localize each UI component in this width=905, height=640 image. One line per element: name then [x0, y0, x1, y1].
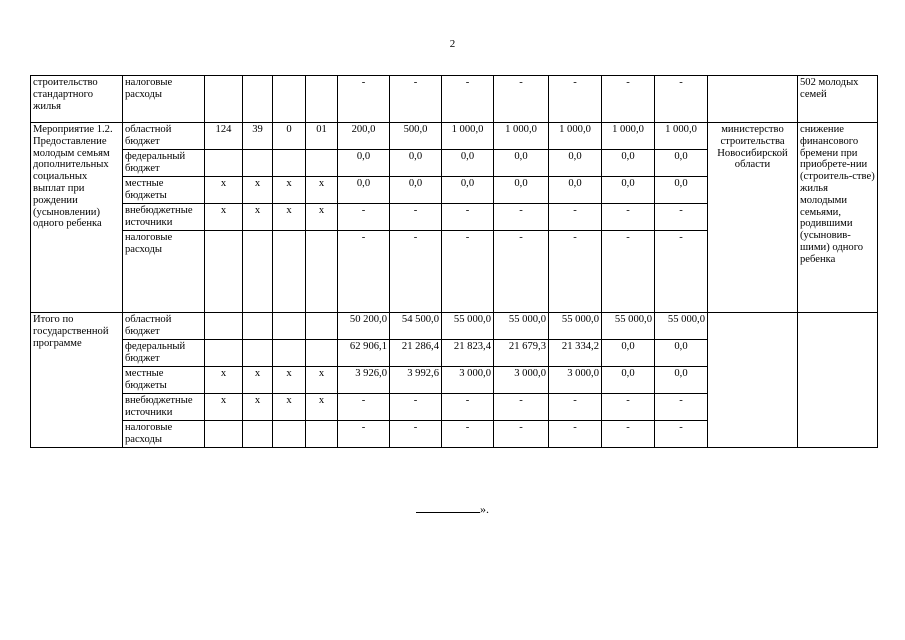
ministry-cell	[708, 313, 798, 448]
value-cell: 55 000,0	[442, 313, 494, 340]
closing-line	[0, 502, 905, 517]
value-cell: -	[602, 231, 655, 313]
code-cell: х	[273, 394, 306, 421]
total-name-cell: Итого по государственной программе	[31, 313, 123, 448]
value-cell: -	[338, 76, 390, 123]
code-cell: х	[205, 204, 243, 231]
value-cell: -	[390, 231, 442, 313]
value-cell: 55 000,0	[494, 313, 549, 340]
code-cell: х	[273, 177, 306, 204]
funding-source-cell: областной бюджет	[123, 123, 205, 150]
code-cell	[273, 231, 306, 313]
ministry-cell	[708, 76, 798, 123]
value-cell: -	[338, 231, 390, 313]
value-cell: -	[549, 76, 602, 123]
ministry-cell: министерство строительства Новосибирской области	[708, 123, 798, 313]
table-body	[31, 76, 878, 448]
code-cell: 39	[243, 123, 273, 150]
value-cell: -	[655, 394, 708, 421]
value-cell: -	[602, 421, 655, 448]
value-cell: 1 000,0	[494, 123, 549, 150]
measure-name-cell: строительство стандартного жилья	[31, 76, 123, 123]
value-cell: -	[549, 421, 602, 448]
funding-source-cell: налоговые расходы	[123, 421, 205, 448]
value-cell: 0,0	[442, 177, 494, 204]
value-cell: 3 926,0	[338, 367, 390, 394]
value-cell: -	[390, 394, 442, 421]
value-cell: 0,0	[602, 177, 655, 204]
value-cell: 0,0	[338, 177, 390, 204]
code-cell: 0	[273, 123, 306, 150]
value-cell: 21 823,4	[442, 340, 494, 367]
value-cell: -	[655, 204, 708, 231]
code-cell	[306, 340, 338, 367]
code-cell: 124	[205, 123, 243, 150]
value-cell: -	[390, 204, 442, 231]
value-cell: 0,0	[494, 150, 549, 177]
code-cell	[205, 150, 243, 177]
code-cell	[273, 313, 306, 340]
code-cell: х	[306, 204, 338, 231]
value-cell: 3 000,0	[442, 367, 494, 394]
value-cell: 0,0	[549, 177, 602, 204]
value-cell: 0,0	[338, 150, 390, 177]
value-cell: -	[549, 204, 602, 231]
value-cell: 55 000,0	[549, 313, 602, 340]
value-cell: 55 000,0	[602, 313, 655, 340]
page-number: 2	[449, 38, 456, 50]
value-cell: 0,0	[602, 340, 655, 367]
code-cell	[205, 340, 243, 367]
code-cell	[205, 421, 243, 448]
table-row	[31, 313, 878, 340]
code-cell: х	[205, 394, 243, 421]
code-cell	[306, 76, 338, 123]
code-cell: х	[273, 204, 306, 231]
value-cell: 3 992,6	[390, 367, 442, 394]
value-cell: -	[442, 76, 494, 123]
value-cell: 0,0	[655, 367, 708, 394]
code-cell: х	[243, 177, 273, 204]
code-cell: х	[243, 367, 273, 394]
result-cell	[798, 313, 878, 448]
funding-source-cell: федеральный бюджет	[123, 150, 205, 177]
value-cell: -	[494, 76, 549, 123]
value-cell: 62 906,1	[338, 340, 390, 367]
value-cell: 54 500,0	[390, 313, 442, 340]
value-cell: 0,0	[602, 367, 655, 394]
code-cell	[306, 421, 338, 448]
value-cell: -	[338, 204, 390, 231]
value-cell: -	[442, 421, 494, 448]
value-cell: 21 679,3	[494, 340, 549, 367]
code-cell	[273, 340, 306, 367]
code-cell	[205, 313, 243, 340]
code-cell	[273, 76, 306, 123]
value-cell: 3 000,0	[549, 367, 602, 394]
value-cell: -	[602, 204, 655, 231]
funding-source-cell: налоговые расходы	[123, 76, 205, 123]
result-cell: снижение финансового бремени при приобрете-нии (строитель-стве) жилья молодыми семьями, родившими (усыновив-шими) одного ребенка	[798, 123, 878, 313]
code-cell	[273, 150, 306, 177]
funding-source-cell: местные бюджеты	[123, 177, 205, 204]
code-cell	[243, 231, 273, 313]
value-cell: -	[338, 394, 390, 421]
value-cell: 0,0	[494, 177, 549, 204]
value-cell: -	[338, 421, 390, 448]
value-cell: 50 200,0	[338, 313, 390, 340]
funding-source-cell: местные бюджеты	[123, 367, 205, 394]
value-cell: 200,0	[338, 123, 390, 150]
value-cell: -	[390, 421, 442, 448]
code-cell	[243, 313, 273, 340]
code-cell: х	[306, 367, 338, 394]
value-cell: -	[494, 394, 549, 421]
value-cell: 0,0	[655, 177, 708, 204]
value-cell: -	[549, 231, 602, 313]
code-cell	[306, 150, 338, 177]
value-cell: -	[494, 231, 549, 313]
value-cell: -	[549, 394, 602, 421]
value-cell: 0,0	[442, 150, 494, 177]
value-cell: 3 000,0	[494, 367, 549, 394]
code-cell: х	[306, 177, 338, 204]
code-cell	[243, 340, 273, 367]
funding-source-cell: внебюджетные источники	[123, 394, 205, 421]
value-cell: 0,0	[549, 150, 602, 177]
code-cell: х	[205, 367, 243, 394]
value-cell: 0,0	[602, 150, 655, 177]
code-cell: х	[243, 394, 273, 421]
value-cell: -	[442, 204, 494, 231]
code-cell	[273, 421, 306, 448]
table-row	[31, 123, 878, 150]
value-cell: -	[442, 231, 494, 313]
code-cell: х	[273, 367, 306, 394]
value-cell: 55 000,0	[655, 313, 708, 340]
value-cell: -	[655, 421, 708, 448]
value-cell: 21 286,4	[390, 340, 442, 367]
code-cell	[306, 313, 338, 340]
result-cell: 502 молодых семей	[798, 76, 878, 123]
value-cell: -	[655, 231, 708, 313]
code-cell: 01	[306, 123, 338, 150]
value-cell: -	[494, 421, 549, 448]
funding-source-cell: областной бюджет	[123, 313, 205, 340]
value-cell: 1 000,0	[549, 123, 602, 150]
code-cell	[243, 421, 273, 448]
value-cell: -	[494, 204, 549, 231]
funding-source-cell: федеральный бюджет	[123, 340, 205, 367]
value-cell: -	[602, 76, 655, 123]
code-cell: х	[205, 177, 243, 204]
code-cell: х	[306, 394, 338, 421]
value-cell: -	[442, 394, 494, 421]
code-cell	[243, 150, 273, 177]
funding-source-cell: налоговые расходы	[123, 231, 205, 313]
value-cell: 21 334,2	[549, 340, 602, 367]
value-cell: -	[655, 76, 708, 123]
value-cell: 1 000,0	[442, 123, 494, 150]
value-cell: 0,0	[655, 340, 708, 367]
value-cell: 1 000,0	[602, 123, 655, 150]
code-cell: х	[243, 204, 273, 231]
closing-quote: ».	[480, 502, 489, 516]
measure-name-cell: Мероприятие 1.2. Предоставление молодым семьям дополнительных социальных выплат при рождении (усыновлении) одного ребенка	[31, 123, 123, 313]
code-cell	[205, 231, 243, 313]
value-cell: -	[390, 76, 442, 123]
funding-source-cell: внебюджетные источники	[123, 204, 205, 231]
code-cell	[243, 76, 273, 123]
table-row	[31, 76, 878, 123]
value-cell: 500,0	[390, 123, 442, 150]
value-cell: -	[602, 394, 655, 421]
blank-underline	[416, 502, 480, 513]
value-cell: 0,0	[390, 150, 442, 177]
code-cell	[205, 76, 243, 123]
code-cell	[306, 231, 338, 313]
value-cell: 0,0	[655, 150, 708, 177]
value-cell: 1 000,0	[655, 123, 708, 150]
value-cell: 0,0	[390, 177, 442, 204]
program-table	[30, 75, 878, 448]
